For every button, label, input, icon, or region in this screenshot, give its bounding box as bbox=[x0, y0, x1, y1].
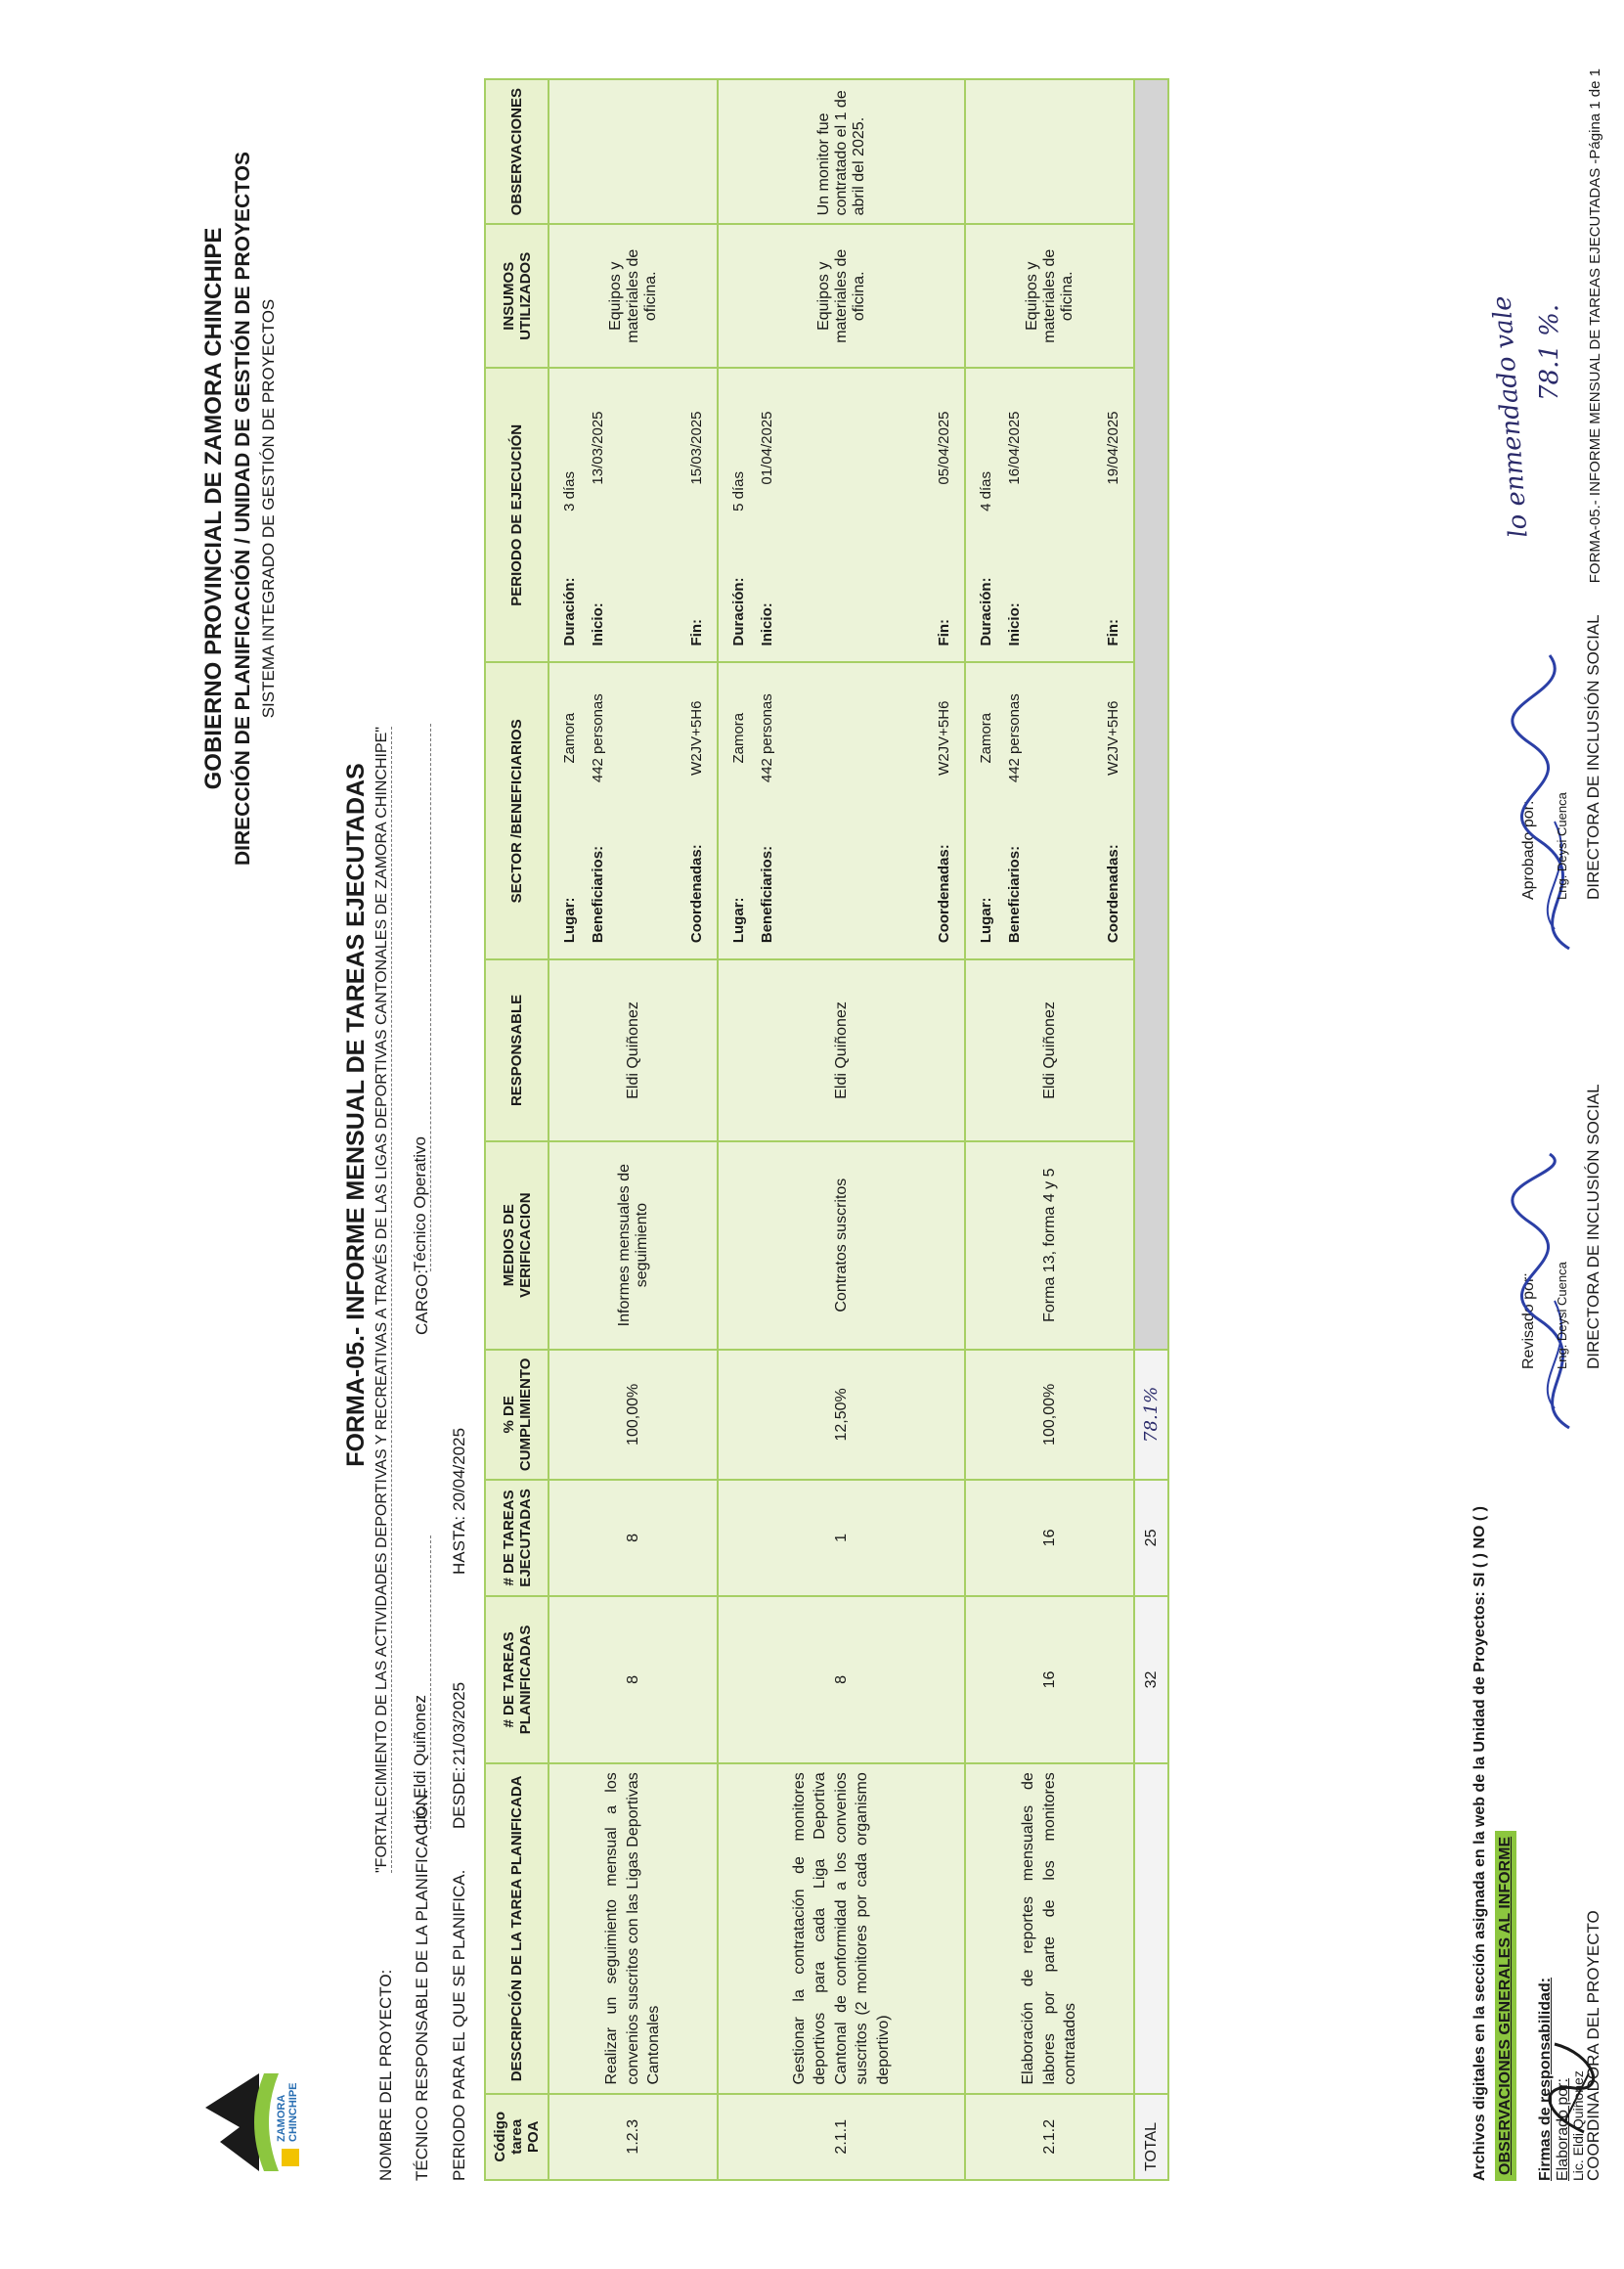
beneficiaries-value: 442 personas bbox=[1006, 693, 1023, 783]
place-value: Zamora bbox=[978, 712, 994, 764]
elaborated-label: Elaborado por: bbox=[1555, 2078, 1571, 2181]
col-period: PERIODO DE EJECUCIÓN bbox=[485, 368, 549, 662]
task-percent: 100,00% bbox=[549, 1350, 718, 1481]
start-label: Inicio: bbox=[590, 602, 606, 646]
tasks-executed: 1 bbox=[718, 1480, 965, 1596]
duration-value: 4 días bbox=[978, 470, 994, 512]
task-code: 2.1.1 bbox=[718, 2094, 965, 2180]
tasks-planned: 8 bbox=[718, 1596, 965, 1764]
reviewed-role: DIRECTORA DE INCLUSIÓN SOCIAL bbox=[1584, 1084, 1602, 1369]
approved-name: Lng. Deysi Cuenca bbox=[1555, 792, 1569, 900]
beneficiaries-label: Beneficiarios: bbox=[590, 845, 606, 944]
table-header-row bbox=[485, 79, 549, 2180]
task-observations bbox=[549, 79, 718, 224]
task-responsible: Eldi Quiñonez bbox=[549, 959, 718, 1141]
end-label: Fin: bbox=[688, 618, 705, 646]
table-row bbox=[718, 79, 965, 2180]
period-cell bbox=[965, 368, 1134, 662]
tasks-planned: 16 bbox=[965, 1596, 1134, 1764]
task-responsible: Eldi Quiñonez bbox=[718, 959, 965, 1141]
col-planned: # DE TAREAS PLANIFICADAS bbox=[485, 1596, 549, 1764]
task-code: 2.1.2 bbox=[965, 2094, 1134, 2180]
header-line-3: SISTEMA INTEGRADO DE GESTIÓN DE PROYECTOS bbox=[259, 298, 278, 719]
task-description: Realizar un seguimiento mensual a los convenios suscritos con las Ligas Deportivas Cantonales bbox=[549, 1763, 718, 2093]
form-title: FORMA-05.- INFORME MENSUAL DE TAREAS EJECUTADAS bbox=[342, 763, 370, 1467]
project-label: NOMBRE DEL PROYECTO: bbox=[376, 1969, 395, 2181]
sector-cell bbox=[718, 662, 965, 959]
place-label: Lugar: bbox=[978, 897, 994, 944]
place-value: Zamora bbox=[730, 712, 747, 764]
task-description: Gestionar la contratación de monitores deportivos para cada Liga Deportiva Cantonal de conformidad a los convenios suscritos (2 monitores por cada organismo deportivo) bbox=[718, 1763, 965, 2093]
desde-value: 21/03/2025 bbox=[450, 1681, 468, 1765]
duration-value: 3 días bbox=[561, 470, 578, 512]
sector-cell bbox=[965, 662, 1134, 959]
duration-value: 5 días bbox=[730, 470, 747, 512]
beneficiaries-value: 442 personas bbox=[759, 693, 775, 783]
tasks-executed: 16 bbox=[965, 1480, 1134, 1596]
tech-label: TÉCNICO RESPONSABLE DE LA PLANIFICACIÓN: bbox=[413, 1789, 431, 2181]
tasks-table bbox=[484, 78, 1169, 2181]
col-executed: # DE TAREAS EJECUTADAS bbox=[485, 1480, 549, 1596]
duration-label: Duración: bbox=[561, 577, 578, 646]
period-cell bbox=[549, 368, 718, 662]
task-observations bbox=[965, 79, 1134, 224]
col-responsible: RESPONSABLE bbox=[485, 959, 549, 1141]
end-label: Fin: bbox=[936, 618, 952, 646]
task-observations: Un monitor fue contratado el 1 de abril del 2025. bbox=[718, 79, 965, 224]
inputs-used: Equipos y materiales de oficina. bbox=[965, 224, 1134, 368]
hasta-label: HASTA: bbox=[450, 1515, 468, 1575]
end-value: 05/04/2025 bbox=[936, 411, 952, 485]
end-value: 15/03/2025 bbox=[688, 411, 705, 485]
tech-value: Lic. Eldi Quiñonez bbox=[411, 1535, 431, 1829]
obs-heading: OBSERVACIONES GENERALES AL INFORME bbox=[1495, 1831, 1516, 2181]
total-percent-handwritten: 78.1% bbox=[1141, 1386, 1162, 1443]
verification-means: Forma 13, forma 4 y 5 bbox=[965, 1141, 1134, 1350]
period-label: PERIODO PARA EL QUE SE PLANIFICA. bbox=[450, 1869, 468, 2181]
col-inputs: INSUMOS UTILIZADOS bbox=[485, 224, 549, 368]
verification-means: Contratos suscritos bbox=[718, 1141, 965, 1350]
task-percent: 100,00% bbox=[965, 1350, 1134, 1481]
cargo-label: CARGO: bbox=[413, 1268, 431, 1335]
logo-text-bottom: CHINCHIPE bbox=[287, 2082, 300, 2142]
start-label: Inicio: bbox=[759, 602, 775, 646]
elaborated-role: COORDINADORA DEL PROYECTO bbox=[1584, 1910, 1602, 2181]
sector-cell bbox=[549, 662, 718, 959]
col-sector: SECTOR /BENEFICIARIOS bbox=[485, 662, 549, 959]
beneficiaries-value: 442 personas bbox=[590, 693, 606, 783]
tasks-planned: 8 bbox=[549, 1596, 718, 1764]
total-executed: 25 bbox=[1134, 1480, 1168, 1596]
col-percent: % DE CUMPLIMIENTO bbox=[485, 1350, 549, 1481]
reviewed-name: Lng. Deysi Cuenca bbox=[1555, 1262, 1569, 1369]
project-name-row bbox=[376, 1970, 396, 2181]
coords-label: Coordenadas: bbox=[1105, 844, 1121, 944]
place-value: Zamora bbox=[561, 712, 578, 764]
end-label: Fin: bbox=[1105, 618, 1121, 646]
inputs-used: Equipos y materiales de oficina. bbox=[718, 224, 965, 368]
signatures-title: Firmas de responsabilidad: bbox=[1537, 1977, 1554, 2181]
coords-label: Coordenadas: bbox=[936, 844, 952, 944]
logo-text-top: ZAMORA bbox=[276, 2094, 287, 2142]
duration-label: Duración: bbox=[978, 577, 994, 646]
page-footer: FORMA-05.- INFORME MENSUAL DE TAREAS EJECUTADAS -Página 1 de 1 bbox=[1587, 68, 1603, 584]
col-desc: DESCRIPCIÓN DE LA TAREA PLANIFICADA bbox=[485, 1763, 549, 2093]
table-row bbox=[965, 79, 1134, 2180]
archive-note: Archivos digitales en la sección asignada en la web de la Unidad de Proyectos: SI ( ) NO ( ) bbox=[1471, 1506, 1488, 2181]
desde-label: DESDE: bbox=[450, 1766, 468, 1829]
inputs-used: Equipos y materiales de oficina. bbox=[549, 224, 718, 368]
duration-label: Duración: bbox=[730, 577, 747, 646]
col-obs: OBSERVACIONES bbox=[485, 79, 549, 224]
task-percent: 12,50% bbox=[718, 1350, 965, 1481]
reviewed-label: Revisado por: bbox=[1520, 1272, 1537, 1369]
approved-label: Aprobado por: bbox=[1520, 800, 1537, 900]
end-value: 19/04/2025 bbox=[1105, 411, 1121, 485]
cargo-value: Técnico Operativo bbox=[411, 724, 431, 1271]
institution-header bbox=[200, 68, 279, 949]
total-row bbox=[1134, 79, 1168, 2180]
task-description: Elaboración de reportes mensuales de labores por parte de los monitores contratados bbox=[965, 1763, 1134, 2093]
coords-value: W2JV+5H6 bbox=[936, 700, 952, 776]
header-line-2: DIRECCIÓN DE PLANIFICACIÓN / UNIDAD DE GESTIÓN DE PROYECTOS bbox=[232, 152, 254, 867]
place-label: Lugar: bbox=[561, 897, 578, 944]
coords-label: Coordenadas: bbox=[688, 844, 705, 944]
hasta-value: 20/04/2025 bbox=[450, 1427, 468, 1511]
handwritten-note-line2: 78.1 %. bbox=[1535, 303, 1564, 401]
provincial-logo bbox=[166, 2064, 313, 2181]
coords-value: W2JV+5H6 bbox=[1105, 700, 1121, 776]
place-label: Lugar: bbox=[730, 897, 747, 944]
col-means: MEDIOS DE VERIFICACION bbox=[485, 1141, 549, 1350]
project-value: "FORTALECIMIENTO DE LAS ACTIVIDADES DEPORTIVAS Y RECREATIVAS A TRAVÉS DE LAS LIGAS DEPORTIVAS CANTONALES DE ZAMORA CHINCHIPE" bbox=[373, 727, 390, 1873]
start-value: 01/04/2025 bbox=[759, 411, 775, 485]
header-line-1: GOBIERNO PROVINCIAL DE ZAMORA CHINCHIPE bbox=[200, 227, 227, 790]
start-label: Inicio: bbox=[1006, 602, 1023, 646]
col-code: Código tarea POA bbox=[485, 2094, 549, 2180]
elaborated-name: Lic. Eldi Quiñonez bbox=[1570, 2070, 1586, 2181]
tasks-executed: 8 bbox=[549, 1480, 718, 1596]
total-planned: 32 bbox=[1134, 1596, 1168, 1764]
period-cell bbox=[718, 368, 965, 662]
coords-value: W2JV+5H6 bbox=[688, 700, 705, 776]
handwritten-note-line1: lo enmendado vale bbox=[1487, 294, 1534, 539]
document-page bbox=[147, 49, 1613, 2181]
verification-means: Informes mensuales de seguimiento bbox=[549, 1141, 718, 1350]
approved-role: DIRECTORA DE INCLUSIÓN SOCIAL bbox=[1584, 614, 1602, 900]
table-row bbox=[549, 79, 718, 2180]
beneficiaries-label: Beneficiarios: bbox=[759, 845, 775, 944]
start-value: 16/04/2025 bbox=[1006, 411, 1023, 485]
start-value: 13/03/2025 bbox=[590, 411, 606, 485]
total-label: TOTAL bbox=[1134, 2094, 1168, 2180]
task-code: 1.2.3 bbox=[549, 2094, 718, 2180]
beneficiaries-label: Beneficiarios: bbox=[1006, 845, 1023, 944]
task-responsible: Eldi Quiñonez bbox=[965, 959, 1134, 1141]
